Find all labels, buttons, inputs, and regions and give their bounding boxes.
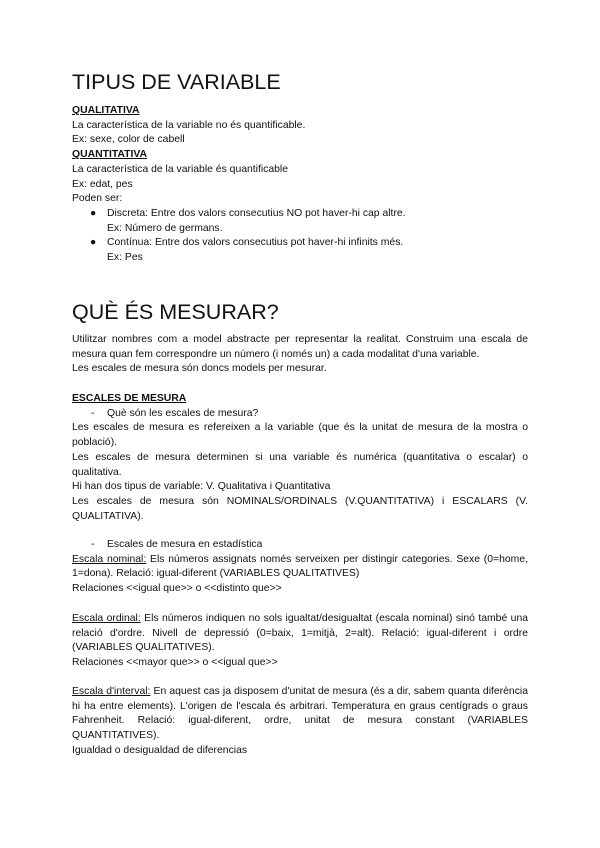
dash-item-estadistica	[72, 538, 528, 553]
ordinal-label: Escala ordinal:	[72, 613, 141, 624]
quantitativa-example: Ex: edat, pes	[72, 178, 133, 190]
bullet-continua	[72, 236, 528, 251]
paragraph-determinen: Les escales de mesura determinen si una variable és numérica (quantitativa o escalar) o qualitativa.	[72, 451, 528, 478]
intro-paragraph: Utilitzar nombres com a model abstracte per representar la realitat. Construim una escala de mesura quan fem correspondre un número (i només un) a cada modalitat d'una variable.	[72, 334, 528, 360]
escales-content	[72, 392, 528, 524]
bullet-discreta-text: Discreta: Entre dos valors consecutius NO pot haver-hi cap altre.	[107, 207, 406, 219]
bullet-discreta-example: Ex: Número de germans.	[107, 222, 223, 234]
ordinal-text: Els números indiquen no sols igualtat/desigualtat (escala nominal) sinó també una relació d'ordre. Nivell de depressió (0=baix, 1=mitjà, 2=alt). Relació: igual-diferent i ordre (VARIABLES QUALITATIVES).	[72, 613, 529, 654]
intro-paragraph-2: Les escales de mesura són doncs models per mesurar.	[72, 363, 327, 375]
bullet-discreta	[72, 207, 528, 222]
section-title-mesurar: QUÈ ÉS MESURAR?	[72, 300, 279, 324]
dash-marker: -	[91, 407, 95, 419]
interval-text: En aquest cas ja disposem d'unitat de mesura (és a dir, sabem quanta diferència hi ha entre elements). L'origen de l'escala és arbitrari. Temperatura en graus centígrads o graus Fahrenheit. Relació: igual-diferent, ordre, unitat de mesura constant (VARIABLES QUANTITATIVES).	[72, 686, 528, 742]
poden-ser-text: Poden ser:	[72, 193, 123, 205]
paragraph-refereixen: Les escales de mesura es refereixen a la variable (que és la unitat de mesura de la mostra o població).	[72, 422, 528, 449]
nominal-relations: Relaciones <<igual que>> o <<distinto que>>	[72, 583, 282, 595]
tipus-content	[72, 104, 528, 266]
dash-item-que-son-text: Què són les escales de mesura?	[107, 407, 259, 419]
interval-relations: Igualdad o desigualdad de diferencias	[72, 744, 248, 756]
bullet-dot: ●	[90, 207, 97, 219]
interval-block	[72, 685, 528, 759]
dash-item-que-son	[72, 407, 528, 422]
escales-heading: ESCALES DE MESURA	[72, 393, 187, 404]
paragraph-tipus: Hi han dos tipus de variable: V. Qualitativa i Quantitativa	[72, 481, 331, 493]
bullet-continua-example: Ex: Pes	[107, 252, 143, 264]
mesurar-intro	[72, 333, 528, 377]
ordinal-relations: Relaciones <<mayor que>> o <<igual que>>	[72, 657, 278, 669]
qualitativa-example: Ex: sexe, color de cabell	[72, 134, 185, 146]
nominal-label: Escala nominal:	[72, 553, 147, 565]
dash-item-estadistica-text: Escales de mesura en estadística	[107, 539, 263, 550]
bullet-continua-text: Contínua: Entre dos valors consecutius pot haver-hi infinits més.	[107, 237, 404, 249]
quantitativa-heading: QUANTITATIVA	[72, 149, 148, 161]
nominal-paragraph	[72, 553, 528, 582]
ordinal-block	[72, 612, 528, 671]
paragraph-nominals: Les escales de mesura són NOMINALS/ORDINALS (V.QUANTITATIVA) i ESCALARS (V. QUALITATIVA).	[72, 495, 528, 522]
nominal-text: Els números assignats només serveixen per distingir categories. Sexe (0=home, 1=dona). Relació: igual-diferent (VARIABLES QUALITATIVES)	[72, 553, 528, 580]
quantitativa-definition: La característica de la variable és quantificable	[72, 163, 289, 175]
section-title-tipus: TIPUS DE VARIABLE	[72, 70, 281, 94]
dash-marker: -	[91, 539, 95, 550]
ordinal-paragraph	[72, 612, 528, 656]
qualitativa-definition: La característica de la variable no és quantificable.	[72, 119, 306, 131]
bullet-dot: ●	[90, 237, 97, 249]
escales-estadistica	[72, 538, 528, 597]
interval-paragraph	[72, 685, 528, 744]
interval-label: Escala d'interval:	[72, 686, 151, 697]
qualitativa-heading: QUALITATIVA	[72, 105, 140, 116]
